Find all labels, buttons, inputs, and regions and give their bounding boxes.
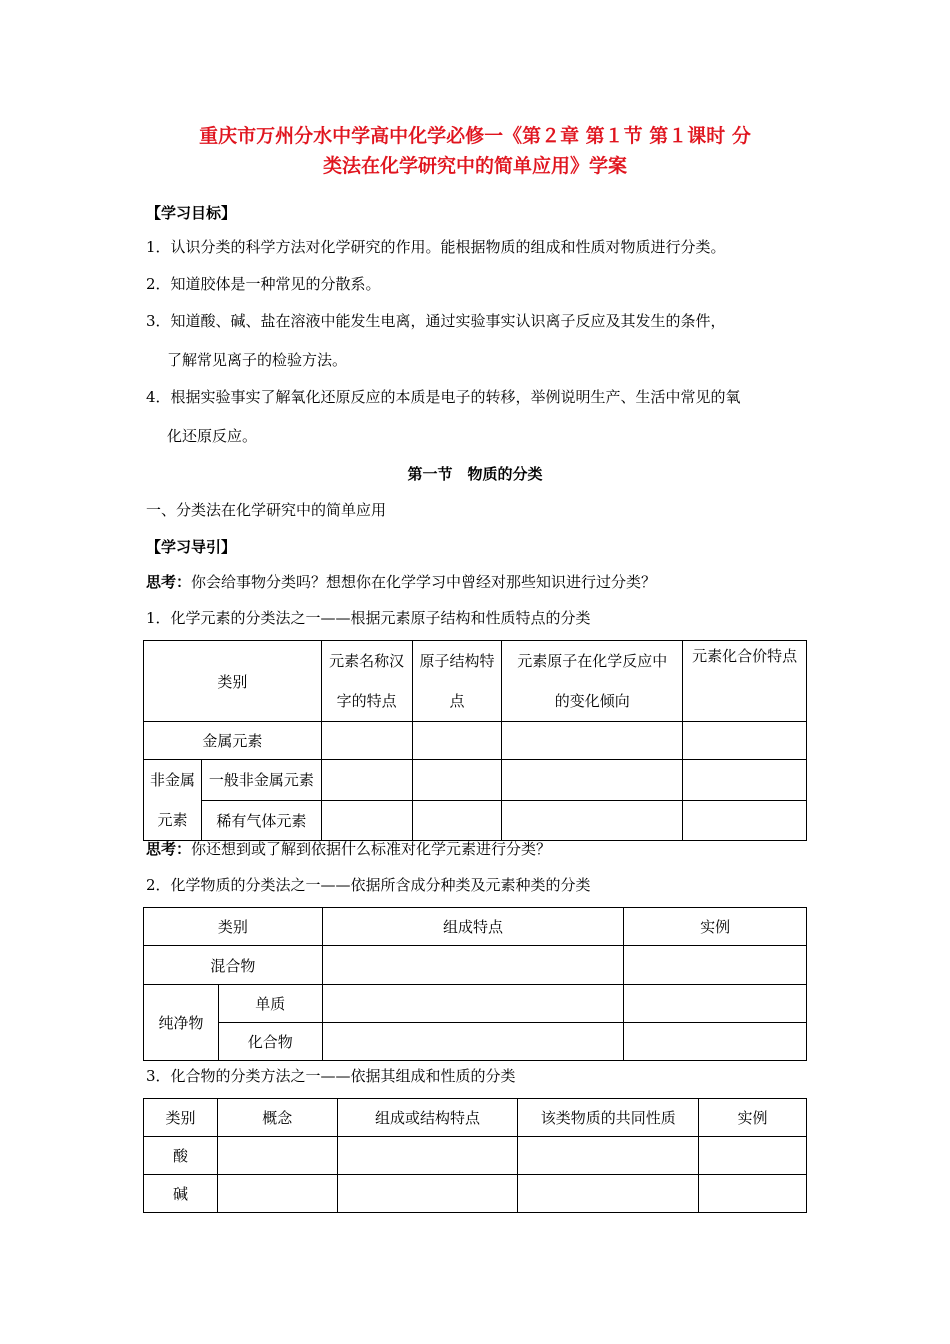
- goal-item-4a: 4．根据实验事实了解氧化还原反应的本质是电子的转移，举例说明生产、生活中常见的氧: [146, 388, 741, 406]
- think-text: 你会给事物分类吗？想想你在化学学习中曾经对那些知识进行过分类？: [191, 573, 657, 591]
- table-row: [144, 1175, 807, 1213]
- table1-row-noble-gas: 稀有气体元素: [201, 800, 321, 841]
- table-cell[interactable]: [322, 985, 624, 1023]
- table-cell[interactable]: [412, 722, 502, 760]
- table1-header-structure: 原子结构特 点: [412, 641, 502, 722]
- table-row: [144, 1023, 807, 1061]
- table1-row-metal: 金属元素: [144, 722, 322, 760]
- element-classification-table: [143, 640, 807, 841]
- table3-header-structure: 组成或结构特点: [337, 1099, 518, 1137]
- table1-row-general-nonmetal: 一般非金属元素: [201, 760, 321, 801]
- table-cell[interactable]: [683, 760, 807, 801]
- substance-classification-table: [143, 907, 807, 1061]
- table-cell[interactable]: [321, 722, 412, 760]
- document-title-line1: 重庆市万州分水中学高中化学必修一《第２章 第１节 第１课时 分: [199, 125, 751, 147]
- table2-header-category: 类别: [144, 908, 323, 946]
- section-subtitle: 一、分类法在化学研究中的简单应用: [146, 501, 387, 519]
- question-2: 2．化学物质的分类法之一——依据所含成分种类及元素种类的分类: [146, 876, 591, 894]
- table-row: [144, 760, 807, 801]
- table2-header-example: 实例: [624, 908, 807, 946]
- compound-classification-table: [143, 1098, 807, 1213]
- question-1: 1．化学元素的分类法之一——根据元素原子结构和性质特点的分类: [146, 609, 591, 627]
- guide-heading: 【学习导引】: [146, 538, 237, 556]
- table2-row-mixture: 混合物: [144, 946, 323, 985]
- table-cell[interactable]: [624, 1023, 807, 1061]
- table3-header-category: 类别: [144, 1099, 218, 1137]
- table-cell[interactable]: [502, 722, 683, 760]
- table-cell[interactable]: [217, 1175, 337, 1213]
- table-row: [144, 800, 807, 841]
- table-cell[interactable]: [683, 800, 807, 841]
- table2-header-composition: 组成特点: [322, 908, 624, 946]
- table-cell[interactable]: [412, 760, 502, 801]
- table-row: [144, 908, 807, 946]
- table-cell[interactable]: [321, 800, 412, 841]
- table-cell[interactable]: [321, 760, 412, 801]
- table-cell[interactable]: [337, 1137, 518, 1175]
- table-cell[interactable]: [699, 1175, 807, 1213]
- goal-item-4b: 化还原反应。: [167, 427, 258, 445]
- table-row: [144, 722, 807, 760]
- goal-item-3b: 了解常见离子的检验方法。: [167, 351, 348, 369]
- table-row: [144, 1137, 807, 1175]
- goals-heading: 【学习目标】: [146, 204, 237, 222]
- table-cell[interactable]: [624, 946, 807, 985]
- table-cell[interactable]: [502, 800, 683, 841]
- table1-row-nonmetal: 非金属 元素: [144, 760, 202, 841]
- table1-header-valence: 元素化合价特点: [683, 641, 807, 722]
- think-text: 你还想到或了解到依据什么标准对化学元素进行分类？: [191, 840, 552, 858]
- table2-row-compound: 化合物: [218, 1023, 322, 1061]
- question-3: 3．化合物的分类方法之一——依据其组成和性质的分类: [146, 1067, 516, 1085]
- table3-header-concept: 概念: [217, 1099, 337, 1137]
- table-row: [144, 1099, 807, 1137]
- table3-row-acid: 酸: [144, 1137, 218, 1175]
- table-cell[interactable]: [518, 1175, 699, 1213]
- table1-header-tendency: 元素原子在化学反应中 的变化倾向: [502, 641, 683, 722]
- goal-item-1: 1．认识分类的科学方法对化学研究的作用。能根据物质的组成和性质对物质进行分类。: [146, 238, 726, 256]
- table-cell[interactable]: [502, 760, 683, 801]
- table-cell[interactable]: [624, 985, 807, 1023]
- table-cell[interactable]: [412, 800, 502, 841]
- think-question-2: [146, 839, 551, 859]
- table-cell[interactable]: [683, 722, 807, 760]
- table1-header-name: 元素名称汉 字的特点: [321, 641, 412, 722]
- table-cell[interactable]: [217, 1137, 337, 1175]
- table-row: [144, 946, 807, 985]
- think-label: 思考：: [146, 573, 192, 591]
- goal-item-3a: 3．知道酸、碱、盐在溶液中能发生电离，通过实验事实认识离子反应及其发生的条件，: [146, 312, 726, 330]
- table-row: [144, 985, 807, 1023]
- table2-row-pure: 纯净物: [144, 985, 219, 1061]
- table-cell[interactable]: [337, 1175, 518, 1213]
- think-question-1: [146, 572, 656, 592]
- section-title: 第一节 物质的分类: [407, 465, 543, 483]
- document-title-line2: 类法在化学研究中的简单应用》学案: [322, 155, 627, 177]
- think-label: 思考：: [146, 840, 192, 858]
- table-cell[interactable]: [322, 946, 624, 985]
- table2-row-element: 单质: [218, 985, 322, 1023]
- table-cell[interactable]: [322, 1023, 624, 1061]
- table-cell[interactable]: [518, 1137, 699, 1175]
- table3-header-properties: 该类物质的共同性质: [518, 1099, 699, 1137]
- goal-item-2: 2．知道胶体是一种常见的分散系。: [146, 275, 381, 293]
- table-row: [144, 641, 807, 722]
- table3-header-example: 实例: [699, 1099, 807, 1137]
- table1-header-category: 类别: [144, 641, 322, 722]
- table3-row-base: 碱: [144, 1175, 218, 1213]
- table-cell[interactable]: [699, 1137, 807, 1175]
